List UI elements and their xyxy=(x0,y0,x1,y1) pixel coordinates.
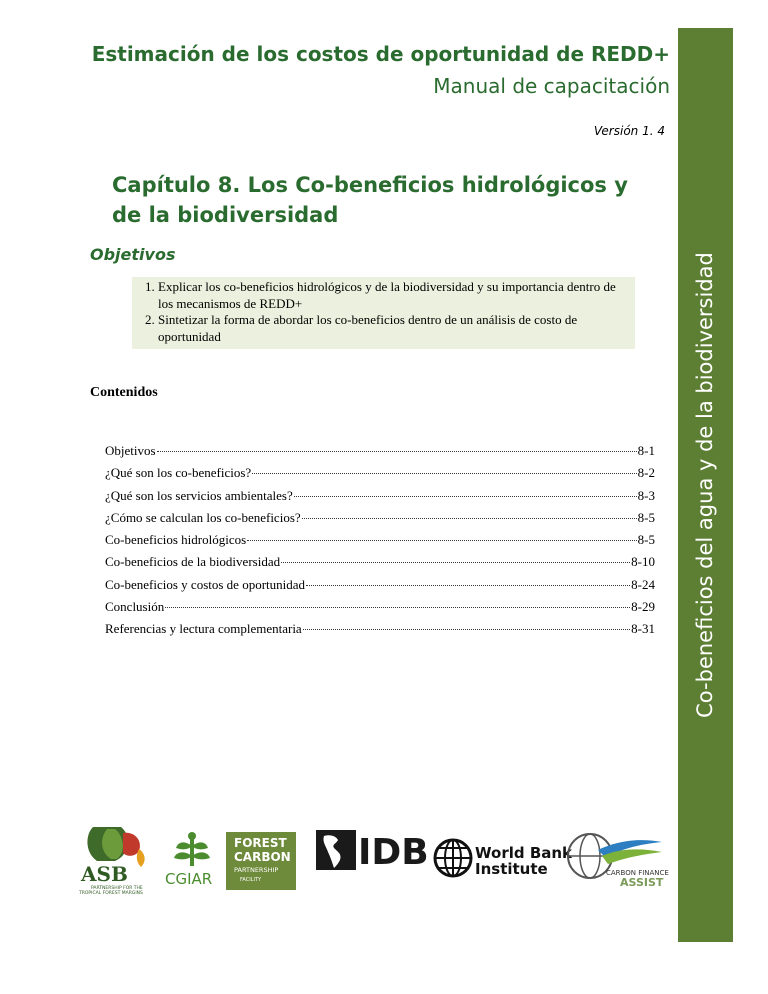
toc-entry-page[interactable]: 8-24 xyxy=(631,576,655,592)
toc-entry[interactable] xyxy=(105,554,655,576)
toc-entry-title[interactable]: ¿Qué son los servicios ambientales? xyxy=(105,487,293,503)
world-bank-logo-line-2: Institute xyxy=(475,860,548,878)
toc-entry-page[interactable]: 8-5 xyxy=(637,532,655,548)
carbon-finance-logo-line-1: CARBON FINANCE xyxy=(606,869,669,877)
asb-logo xyxy=(77,823,153,895)
objectives-heading: Objetivos xyxy=(90,245,176,264)
toc-entry-page[interactable]: 8-29 xyxy=(631,599,655,615)
toc-entry[interactable] xyxy=(105,510,655,532)
toc-entry-page[interactable]: 8-31 xyxy=(631,621,655,637)
toc-entry[interactable] xyxy=(105,577,655,599)
contents-heading: Contenidos xyxy=(90,385,158,400)
toc-entry[interactable] xyxy=(105,488,655,510)
toc-entry-title[interactable]: ¿Cómo se calculan los co-beneficios? xyxy=(105,509,301,525)
asb-logo-text: ASB xyxy=(81,862,128,886)
toc-leader xyxy=(303,629,630,630)
toc-entry[interactable] xyxy=(105,621,655,643)
globe-icon xyxy=(433,836,573,880)
table-of-contents xyxy=(105,443,655,644)
toc-entry-title[interactable]: Referencias y lectura complementaria xyxy=(105,621,302,637)
toc-entry-page[interactable]: 8-1 xyxy=(637,443,655,458)
toc-entry-title[interactable]: ¿Qué son los co-beneficios? xyxy=(105,465,252,481)
toc-entry-title[interactable]: Co-beneficios de la biodiversidad xyxy=(105,554,281,570)
fcpf-logo-line-4: FACILITY xyxy=(240,877,262,883)
objective-item: 2. Sintetizar la forma de abordar los co-beneficios dentro de un análisis de costo de oportunidad xyxy=(158,312,629,345)
asb-logo-tagline-2: TROPICAL FOREST MARGINS xyxy=(79,891,143,896)
toc-leader xyxy=(165,607,630,608)
cgiar-logo-text: CGIAR xyxy=(165,870,213,888)
carbon-finance-logo-line-2: ASSIST xyxy=(620,876,664,889)
toc-entry-title[interactable]: Co-beneficios hidrológicos xyxy=(105,532,247,548)
toc-entry[interactable] xyxy=(105,599,655,621)
plant-icon xyxy=(164,828,222,888)
toc-entry[interactable] xyxy=(105,532,655,554)
toc-leader xyxy=(281,562,630,563)
fcpf-logo-line-2: CARBON xyxy=(234,850,291,864)
chapter-title: Capítulo 8. Los Co-beneficios hidrológicos y de la biodiversidad xyxy=(112,173,628,227)
version-label: Versión 1. 4 xyxy=(593,124,665,138)
toc-entry-page[interactable]: 8-2 xyxy=(637,465,655,481)
manual-title: Estimación de los costos de oportunidad de REDD+ xyxy=(91,42,670,66)
toc-leader xyxy=(294,496,637,497)
carbon-finance-assist-logo xyxy=(562,832,668,888)
carbon-globe-icon xyxy=(562,832,668,888)
objectives-box xyxy=(132,277,635,349)
toc-entry-title[interactable]: Conclusión xyxy=(105,599,165,615)
cgiar-logo xyxy=(164,828,222,888)
toc-entry[interactable] xyxy=(105,443,655,465)
toc-entry-page[interactable]: 8-3 xyxy=(637,487,655,503)
toc-leader xyxy=(247,540,636,541)
toc-entry-page[interactable]: 8-5 xyxy=(637,509,655,525)
leaf-icon xyxy=(77,823,153,895)
world-bank-logo-line-1: World Bank xyxy=(475,844,573,862)
idb-logo-text: IDB xyxy=(358,832,429,873)
toc-leader xyxy=(306,585,630,586)
toc-leader xyxy=(157,451,637,452)
fcpf-badge-icon xyxy=(226,832,296,890)
fcpf-logo-line-3: PARTNERSHIP xyxy=(234,866,279,874)
toc-entry-page[interactable]: 8-10 xyxy=(631,554,655,570)
side-band-text: Co-beneficios del agua y de la biodiversidad xyxy=(693,252,717,718)
objective-item: 1. Explicar los co-beneficios hidrológicos y de la biodiversidad y su importancia dentro de los mecanismos de REDD+ xyxy=(158,279,629,312)
objectives-list xyxy=(132,279,629,345)
americas-icon xyxy=(316,830,429,873)
fcpf-logo-line-1: FOREST xyxy=(234,836,287,850)
fcpf-logo xyxy=(226,832,296,890)
toc-entry[interactable] xyxy=(105,465,655,487)
toc-entry-title[interactable]: Objetivos xyxy=(105,443,156,458)
manual-subtitle: Manual de capacitación xyxy=(433,74,670,98)
world-bank-logo xyxy=(433,836,573,880)
idb-logo xyxy=(316,830,429,873)
toc-leader xyxy=(302,518,637,519)
toc-entry-title[interactable]: Co-beneficios y costos de oportunidad xyxy=(105,576,306,592)
asb-logo-tagline-1: PARTNERSHIP FOR THE xyxy=(91,886,143,891)
toc-leader xyxy=(252,473,636,474)
